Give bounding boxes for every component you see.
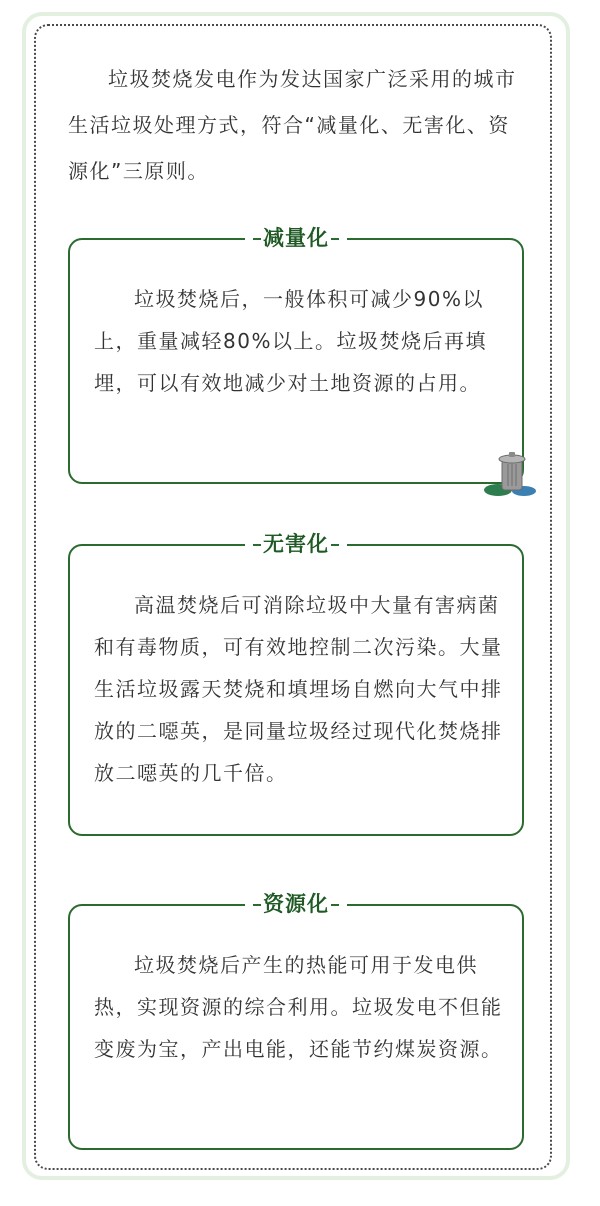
title-dash-right: [331, 238, 339, 240]
section-title: [245, 223, 347, 253]
title-dash-left: [253, 544, 261, 546]
title-dash-left: [253, 238, 261, 240]
trash-can-icon: [480, 448, 542, 498]
section-title: [245, 889, 347, 919]
section-title: [245, 529, 347, 559]
section-body: 垃圾焚烧后，一般体积可减少90%以上，重量减轻80%以上。垃圾焚烧后再填埋，可以有效地减少对土地资源的占用。: [94, 287, 487, 395]
section-card-harmless: [68, 532, 524, 836]
section-title-text: 减量化: [263, 226, 329, 250]
title-dash-right: [331, 544, 339, 546]
section-body: 垃圾焚烧后产生的热能可用于发电供热，实现资源的综合利用。垃圾发电不但能变废为宝，产出电能，还能节约煤炭资源。: [94, 953, 503, 1061]
section-title-text: 资源化: [263, 892, 329, 916]
section-title-text: 无害化: [263, 532, 329, 556]
intro-paragraph: 垃圾焚烧发电作为发达国家广泛采用的城市生活垃圾处理方式，符合“减量化、无害化、资源化”三原则。: [68, 67, 517, 183]
title-dash-right: [331, 904, 339, 906]
section-body: 高温焚烧后可消除垃圾中大量有害病菌和有毒物质，可有效地控制二次污染。大量生活垃圾露天焚烧和填埋场自燃向大气中排放的二噁英，是同量垃圾经过现代化焚烧排放二噁英的几千倍。: [94, 593, 503, 785]
title-dash-left: [253, 904, 261, 906]
section-card-resource: [68, 892, 524, 1150]
section-card-reduction: [68, 226, 524, 484]
